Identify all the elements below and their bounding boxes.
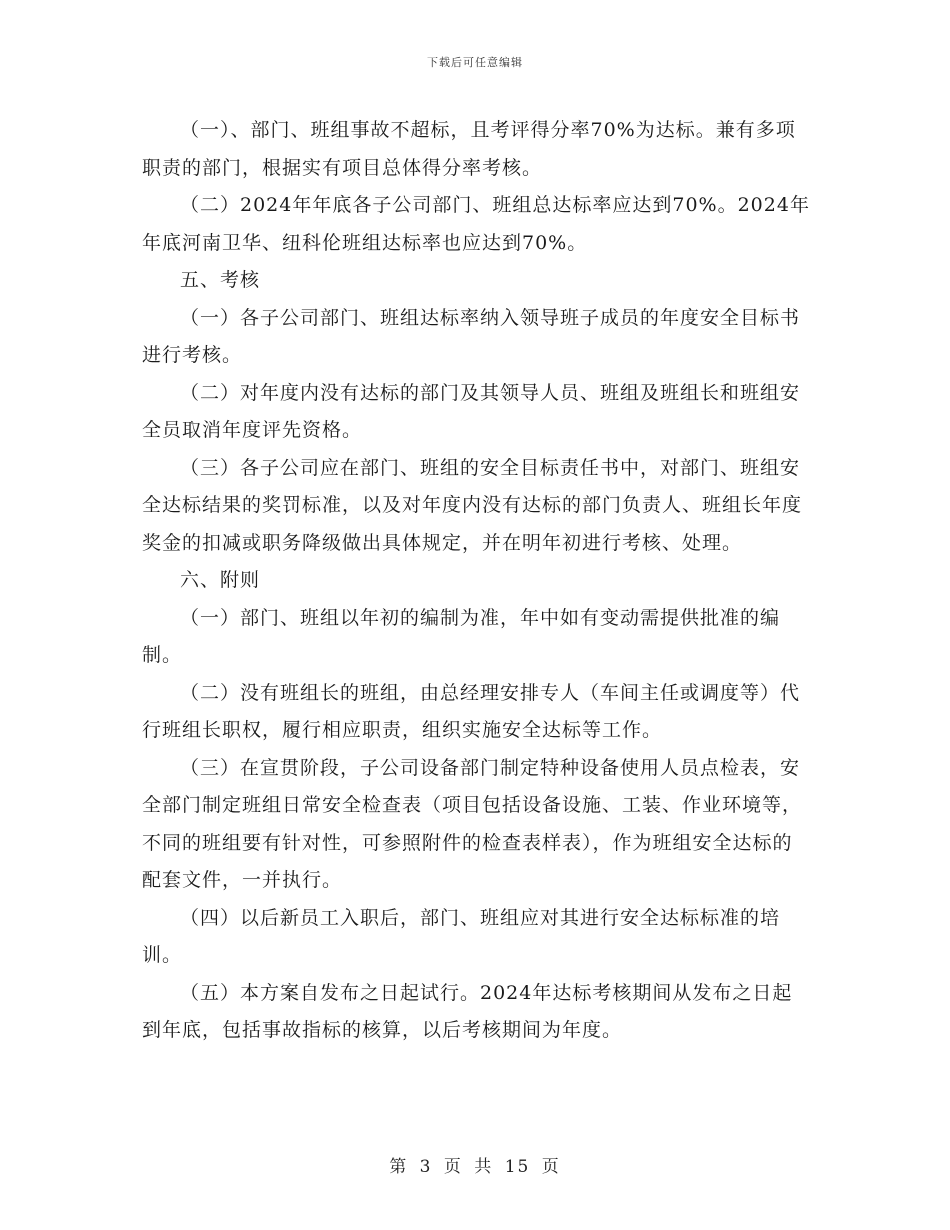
page-number: 第 3 页 共 15 页 [389, 1157, 561, 1177]
paragraph-assessment-3: （三）各子公司应在部门、班组的安全目标责任书中，对部门、班组安全达标结果的奖罚标准，以及对年度内没有达标的部门负责人、班组长年度奖金的扣减或职务降级做出具体规定，并在明年初进行考核、处理。 [142, 456, 803, 554]
paragraph-supplementary-4: （四）以后新员工入职后，部门、班组应对其进行安全达标标准的培训。 [142, 906, 781, 966]
section-heading-assessment: 五、考核 [180, 269, 261, 291]
paragraph-assessment-1: （一）各子公司部门、班组达标率纳入领导班子成员的年度安全目标书进行考核。 [142, 306, 801, 366]
paragraph-standard-1: （一）、部门、班组事故不超标，且考评得分率70%为达标。兼有多项职责的部门，根据实有项目总体得分率考核。 [142, 119, 796, 179]
paragraph-supplementary-1: （一）部门、班组以年初的编制为准，年中如有变动需提供批准的编制。 [142, 606, 781, 666]
document-body [142, 112, 810, 1050]
paragraph-standard-2: （二）2024年年底各子公司部门、班组总达标率应达到70%。2024年年底河南卫华、纽科伦班组达标率也应达到70%。 [142, 194, 810, 254]
section-heading-supplementary: 六、附则 [180, 569, 261, 591]
paragraph-supplementary-3: （三）在宣贯阶段，子公司设备部门制定特种设备使用人员点检表，安全部门制定班组日常安全检查表（项目包括设备设施、工装、作业环境等，不同的班组要有针对性，可参照附件的检查表样表），作为班组安全达标的配套文件，一并执行。 [142, 756, 803, 891]
page-header-note: 下载后可任意编辑 [427, 56, 523, 69]
paragraph-supplementary-2: （二）没有班组长的班组，由总经理安排专人（车间主任或调度等）代行班组长职权，履行相应职责，组织实施安全达标等工作。 [142, 681, 801, 741]
paragraph-assessment-2: （二）对年度内没有达标的部门及其领导人员、班组及班组长和班组安全员取消年度评先资格。 [142, 381, 801, 441]
paragraph-supplementary-5: （五）本方案自发布之日起试行。2024年达标考核期间从发布之日起到年底，包括事故指标的核算，以后考核期间为年度。 [142, 981, 793, 1041]
